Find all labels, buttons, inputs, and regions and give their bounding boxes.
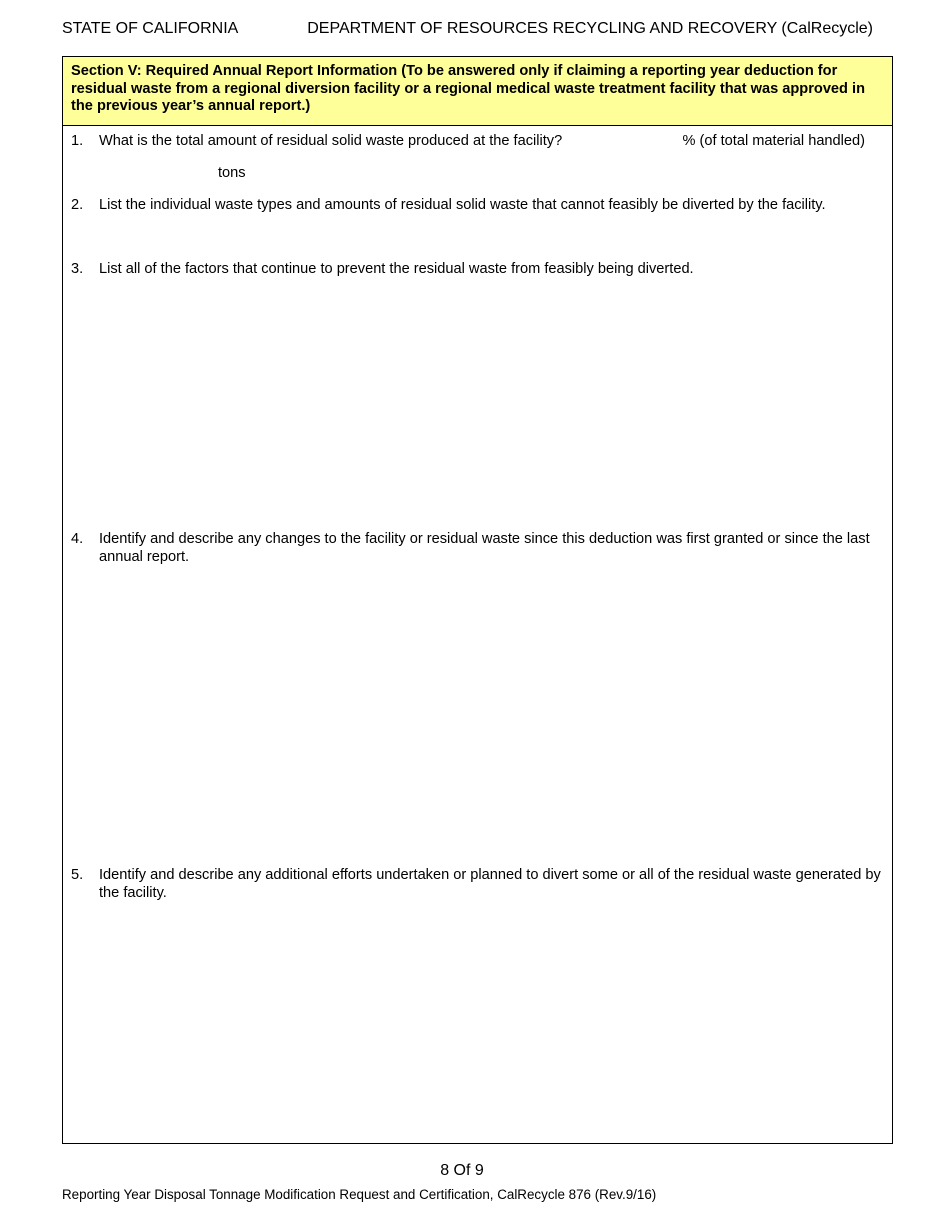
question-text: List all of the factors that continue to prevent the residual waste from feasibly being diverted. bbox=[99, 261, 694, 277]
question-number: 3. bbox=[71, 261, 84, 277]
section-v-form bbox=[62, 56, 893, 1144]
form-footer-title: Reporting Year Disposal Tonnage Modification Request and Certification, CalRecycle 876 (Rev.9/16) bbox=[62, 1187, 657, 1202]
section-banner: Section V: Required Annual Report Information (To be answered only if claiming a reporting year deduction for residual waste from a regional diversion facility or a regional medical waste treatment facility that was approved in the previous year’s annual report.) bbox=[63, 57, 892, 126]
question-1 bbox=[71, 132, 884, 181]
question-number: 4. bbox=[71, 531, 84, 547]
header-state: STATE OF CALIFORNIA bbox=[62, 20, 239, 37]
question-text: Identify and describe any changes to the facility or residual waste since this deduction was first granted or since the last annual report. bbox=[99, 531, 870, 565]
question-number: 5. bbox=[71, 867, 84, 883]
question-3 bbox=[71, 260, 884, 278]
question-text: Identify and describe any additional efforts undertaken or planned to divert some or all of the residual waste generated by the facility. bbox=[99, 867, 881, 901]
question-number: 2. bbox=[71, 197, 84, 213]
question-number: 1. bbox=[71, 133, 84, 149]
question-5 bbox=[71, 866, 884, 902]
header-department: DEPARTMENT OF RESOURCES RECYCLING AND RECOVERY (CalRecycle) bbox=[307, 20, 873, 37]
question-text: List the individual waste types and amounts of residual solid waste that cannot feasibly be diverted by the facility. bbox=[99, 197, 826, 213]
question-4 bbox=[71, 530, 884, 566]
question-2 bbox=[71, 196, 884, 214]
question-text: What is the total amount of residual solid waste produced at the facility? bbox=[99, 133, 563, 149]
tons-unit-label: tons bbox=[218, 165, 246, 181]
percent-unit-label: % (of total material handled) bbox=[682, 133, 865, 149]
page-number: 8 Of 9 bbox=[440, 1162, 484, 1179]
